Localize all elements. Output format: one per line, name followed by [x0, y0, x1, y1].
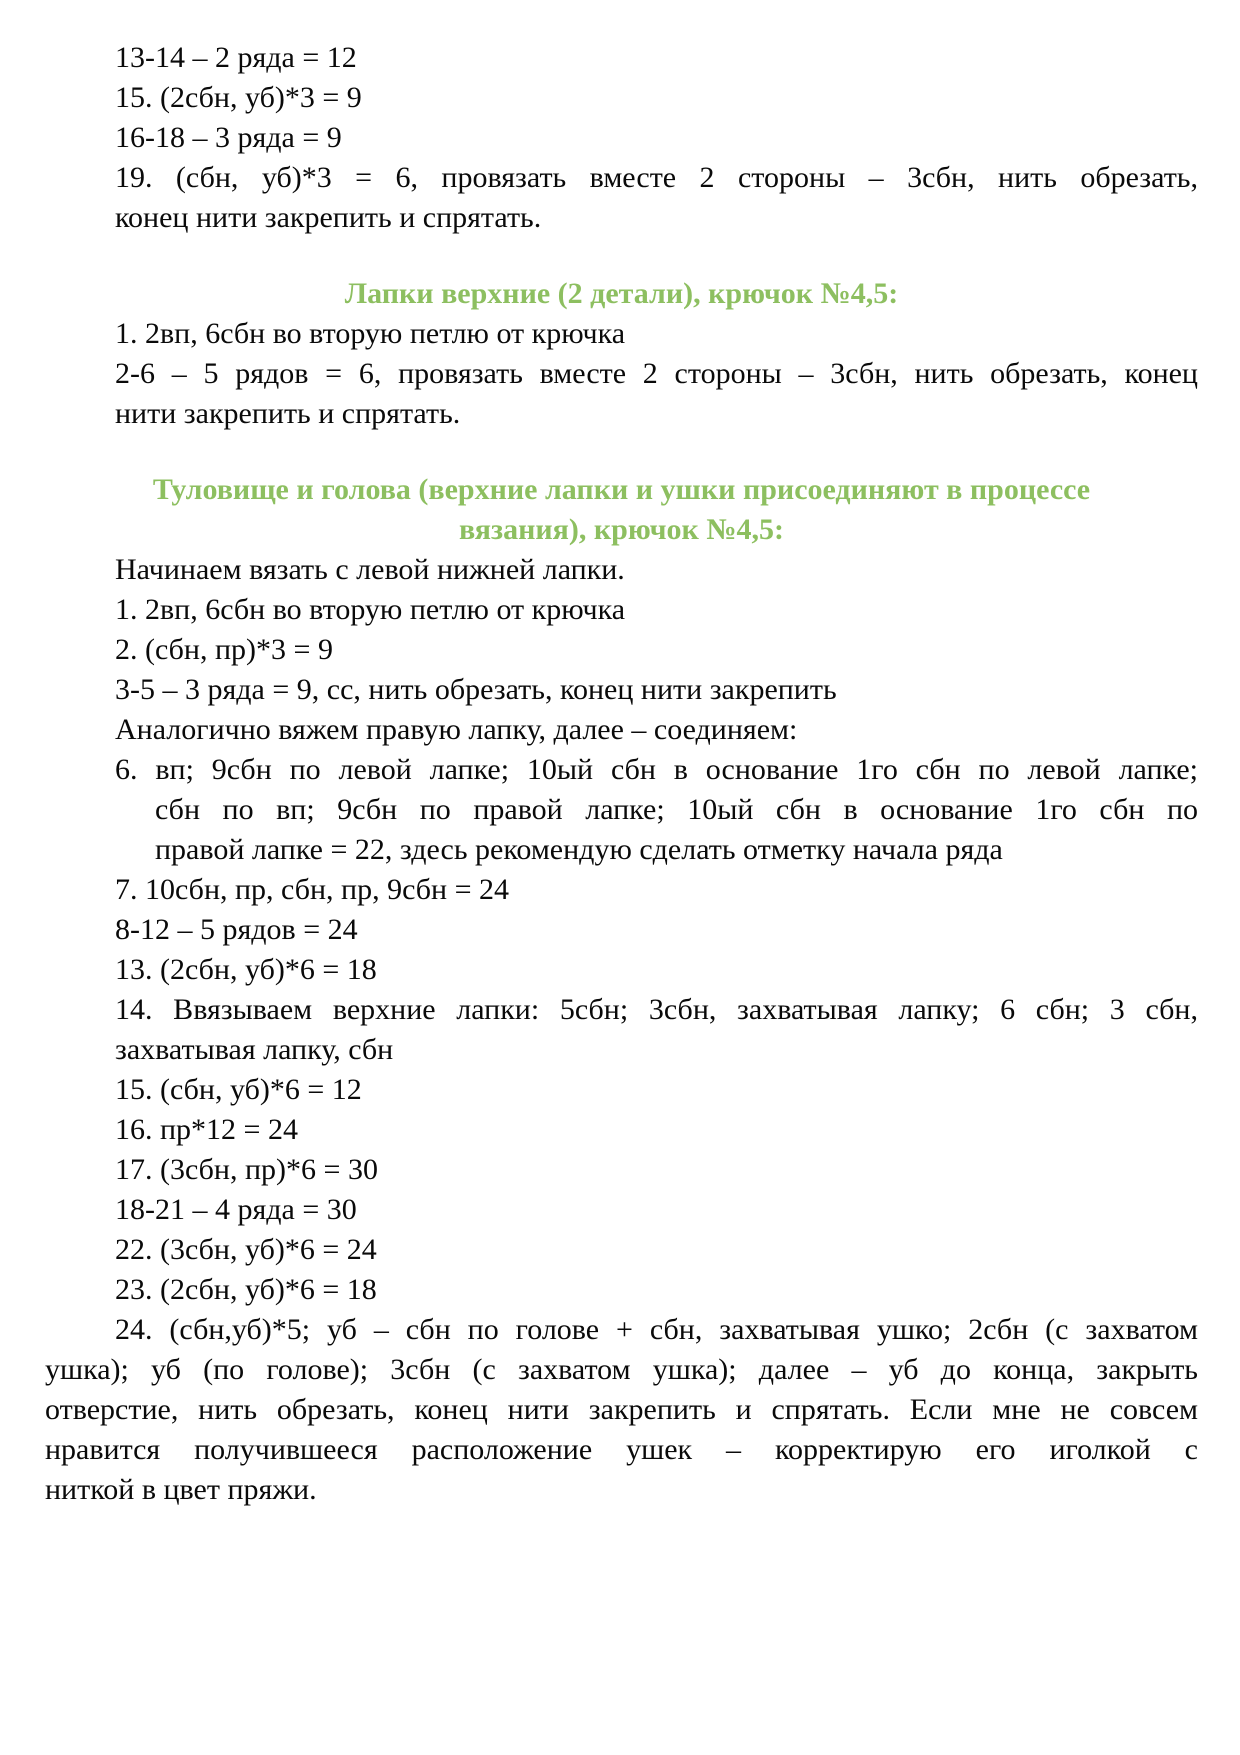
- text-line: 8-12 – 5 рядов = 24: [115, 913, 358, 946]
- text-line: 13-14 – 2 ряда = 12: [115, 41, 357, 74]
- text-line: 19. (сбн, уб)*3 = 6, провязать вместе 2 стороны – 3сбн, нить обрезать,: [115, 161, 1198, 194]
- text-line: сбн по вп; 9сбн по правой лапке; 10ый сбн в основание 1го сбн по: [155, 793, 1198, 826]
- text-line: 17. (3сбн, пр)*6 = 30: [115, 1153, 378, 1186]
- text-line: 16-18 – 3 ряда = 9: [115, 121, 342, 154]
- text-line: 2. (сбн, пр)*3 = 9: [115, 633, 333, 666]
- text-line: захватывая лапку, сбн: [115, 1033, 394, 1066]
- text-line: 2-6 – 5 рядов = 6, провязать вместе 2 стороны – 3сбн, нить обрезать, конец: [115, 357, 1198, 390]
- text-line: правой лапке = 22, здесь рекомендую сделать отметку начала ряда: [155, 833, 1003, 866]
- text-line: 1. 2вп, 6сбн во вторую петлю от крючка: [115, 317, 626, 350]
- text-line: 16. пр*12 = 24: [115, 1113, 298, 1146]
- text-line: 13. (2сбн, уб)*6 = 18: [115, 953, 377, 986]
- text-line: 24. (сбн,уб)*5; уб – сбн по голове + сбн, захватывая ушко; 2сбн (с захватом: [115, 1313, 1198, 1346]
- text-line: 6. вп; 9сбн по левой лапке; 10ый сбн в основание 1го сбн по левой лапке;: [115, 753, 1198, 786]
- text-line: 15. (сбн, уб)*6 = 12: [115, 1073, 362, 1106]
- text-line: 23. (2сбн, уб)*6 = 18: [115, 1273, 377, 1306]
- text-line: 14. Ввязываем верхние лапки: 5сбн; 3сбн, захватывая лапку; 6 сбн; 3 сбн,: [115, 993, 1198, 1026]
- document-body: [45, 38, 1198, 1510]
- text-line: 15. (2сбн, уб)*3 = 9: [115, 81, 362, 114]
- text-line: нити закрепить и спрятать.: [115, 397, 461, 430]
- text-line: 7. 10сбн, пр, сбн, пр, 9сбн = 24: [115, 873, 510, 906]
- text-line: отверстие, нить обрезать, конец нити закрепить и спрятать. Если мне не совсем: [45, 1393, 1198, 1426]
- text-line: 3-5 – 3 ряда = 9, сс, нить обрезать, конец нити закрепить: [115, 673, 837, 706]
- section-heading: Лапки верхние (2 детали), крючок №4,5:: [344, 277, 899, 310]
- text-line: Аналогично вяжем правую лапку, далее – соединяем:: [115, 713, 798, 746]
- text-line: конец нити закрепить и спрятать.: [115, 201, 542, 234]
- text-line: 22. (3сбн, уб)*6 = 24: [115, 1233, 377, 1266]
- text-line: 18-21 – 4 ряда = 30: [115, 1193, 357, 1226]
- text-line: 1. 2вп, 6сбн во вторую петлю от крючка: [115, 593, 626, 626]
- section-heading: вязания), крючок №4,5:: [459, 513, 784, 546]
- text-line: нравится получившееся расположение ушек – корректирую его иголкой с: [45, 1433, 1198, 1466]
- text-line: ниткой в цвет пряжи.: [45, 1473, 317, 1506]
- text-line: ушка); уб (по голове); 3сбн (с захватом ушка); далее – уб до конца, закрыть: [45, 1353, 1198, 1386]
- section-heading: Туловище и голова (верхние лапки и ушки присоединяют в процессе: [152, 473, 1091, 506]
- text-line: Начинаем вязать с левой нижней лапки.: [115, 553, 625, 586]
